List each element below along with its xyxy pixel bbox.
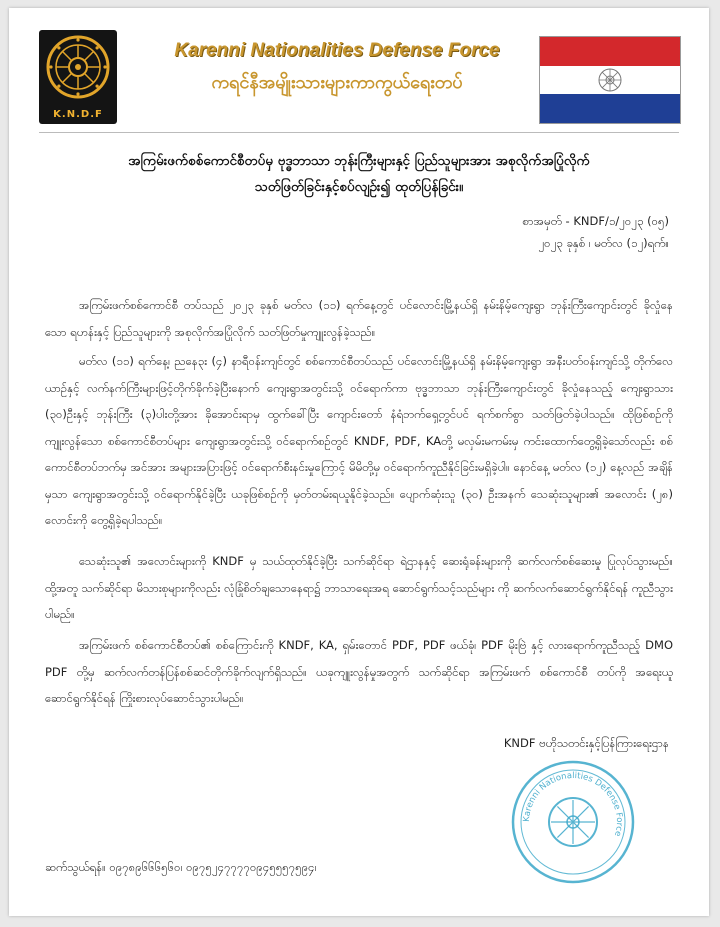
statement-title-line-1: အကြမ်းဖက်စစ်ကောင်စီတပ်မှ ဗုဒ္ဓဘာသာ ဘုန်းကြီးများနှင့် ပြည်သူများအား အစုလိုက်အပြုံလိုက် — [128, 153, 590, 169]
statement-date: ၂၀၂၃ ခုနှစ် ၊ မတ်လ (၁၂)ရက်။ — [538, 236, 669, 250]
paragraph-text: အကြမ်းဖက်စစ်ကောင်စီ တပ်သည် ၂၀၂၃ ခုနှစ် မတ်လ (၁၁) ရက်နေ့တွင် ပင်လောင်းမြို့နယ်ရှိ နမ်းနိမ့်ကျေးရွာ ဘုန်းကြီးကျောင်းတွင် ခိုလှုံနေသော ရဟန်းနှင့် ပြည်သူများကို အစုလိုက်အပြုံလိုက် သတ်ဖြတ်မှုကျူးလွန်ခဲ့သည်။ — [45, 298, 673, 339]
body-paragraph-2 — [45, 348, 673, 534]
kndf-emblem-icon — [45, 34, 111, 100]
reference-number: စာအမှတ် - KNDF/၁/၂၀၂၃ (၀၅) — [522, 214, 669, 228]
header-divider — [39, 132, 679, 133]
organization-name-burmese: ကရင်နီအမျိုးသားများကာကွယ်ရေးတပ် — [211, 72, 463, 93]
organization-name-english: Karenni Nationalities Defense Force — [174, 40, 500, 61]
paragraph-text: မတ်လ (၁၁) ရက်နေ့၊ ညနေ၃း (၄) နာရီဝန်းကျင်တွင် စစ်ကောင်စီတပ်သည် ပင်လောင်းမြို့နယ်ရှိ နမ်းနိမ့်ကျေးရွာ အနီးပတ်ဝန်းကျင်သို့ တိုက်လေယာဥ်နှင့် လက်နက်ကြီးများဖြင့်တိုက်ခိုက်ခဲ့ပြီးနောက် ကျေးရွာအတွင်းသို့ ဝင်ရောက်ကာ ဗုဒ္ဓဘာသာ ဘုန်းကြီးကျောင်းတွင် ခိုလှုံနေသည့် ကျေးရွာသား (၃၀)ဦးနှင့် ဘုန်းကြီး (၃)ပါးတို့အား ခိုအောင်းရာမှ ထွက်ခေါ်ပြီး ကျောင်းတော် နံရံဘက်ရှေ့တွင်ပင် ရက်စက်စွာ သတ်ဖြတ်ခဲ့ပါသည်။ ထိုဖြစ်စဥ်ကို ကျူးလွန်သော စစ်ကောင်စီတပ်များ ကျေးရွာအတွင်းသို့ ဝင်ရောက်စဥ်တွင် KNDF, PDF, KAတို့ မလှမ်းမကမ်းမှ ကင်းထောက်တွေ့ရှိခဲ့သော်လည်း စစ်ကောင်စီတပ်ဘက်မှ အင်အား အများအပြားဖြင့် ဝင်ရောက်စီးနင်းမှုကြောင့် မိမိတို့မှ ဝင်ရောက်ကူညီနိုင်ခြင်းမရှိခဲ့ပါ။ နောင်နေ့ မတ်လ (၁၂) နေ့လည် အချိန်မှသာ ကျေးရွာအတွင်းသို့ ဝင်ရောက်နိုင်ခဲ့ပြီး ယခုဖြစ်စဥ်ကို မှတ်တမ်းရယူနိုင်ခဲ့သည်။ ပျောက်ဆုံးသူ (၃၀) ဦးအနက် သေဆုံးသူများ၏ အလောင်း (၂၈) လောင်းကို တွေ့ရှိခဲ့ရပါသည်။ — [45, 354, 673, 527]
body-paragraph-4 — [45, 632, 673, 712]
flag-emblem-icon — [596, 66, 624, 94]
paragraph-text: သေဆုံးသူ၏ အလောင်းများကို KNDF မှ သယ်ထုတ်နိုင်ခဲ့ပြီး သက်ဆိုင်ရာ ရဲဌာနနှင့် ဆေးရုံခန်းများကို ဆက်လက်စစ်ဆေးမှု ပြုလုပ်သွားမည်။ ထို့အတူ သက်ဆိုင်ရာ မိသားစုများကိုလည်း လုံခြုံစိတ်ချသောနေရာ၌ ဘာသာရေးအရ ဆောင်ရွက်သင့်သည်များ ကို ဆက်လက်ဆောင်ရွက်နိုင်ရန် ကူညီသွားပါမည်။ — [45, 554, 673, 621]
official-seal-icon — [509, 758, 637, 886]
logo-caption: K.N.D.F — [53, 109, 103, 120]
contact-numbers: ဆက်သွယ်ရန်။ ၀၉၇၈၉၆၆၆၅၆၀၊ ၀၉၇၅၂၄၇၇၇၇၀၉၄၅၅၅၇၅၉၄၊ — [45, 860, 317, 874]
statement-title-line-2: သတ်ဖြတ်ခြင်းနှင့်စပ်လျဥ်း၍ ထုတ်ပြန်ခြင်း။ — [254, 179, 464, 195]
kndf-logo — [39, 30, 117, 124]
body-paragraph-3 — [45, 548, 673, 628]
body-paragraph-1 — [45, 292, 673, 345]
karenni-flag-icon — [539, 36, 681, 124]
seal-text: Karenni Nationalities Defense Force — [521, 770, 625, 838]
signature-department: KNDF ဗဟိုသတင်းနှင့်ပြန်ကြားရေးဌာန — [503, 736, 669, 750]
document-sheet — [9, 8, 709, 916]
paragraph-text: အကြမ်းဖက် စစ်ကောင်စီတပ်၏ စစ်ကြောင်းကို KNDF, KA, ရှမ်းတောင် PDF, PDF ဖယ်ခုံ၊ PDF မိုးဗြဲ နှင့် လားရောက်ကူညီသည့် DMO PDF တို့မှ ဆက်လက်တန်ပြန်စစ်ဆင်တိုက်ခိုက်လျက်ရှိသည်။ ယခုကျူးလွန်မှုအတွက် သက်ဆိုင်ရာ အကြမ်းဖက် စစ်ကောင်စီ တပ်ကို အရေးယူဆောင်ရွက်နိုင်ရန် ကြိုးစားလုပ်ဆောင်သွားပါမည်။ — [45, 638, 673, 705]
